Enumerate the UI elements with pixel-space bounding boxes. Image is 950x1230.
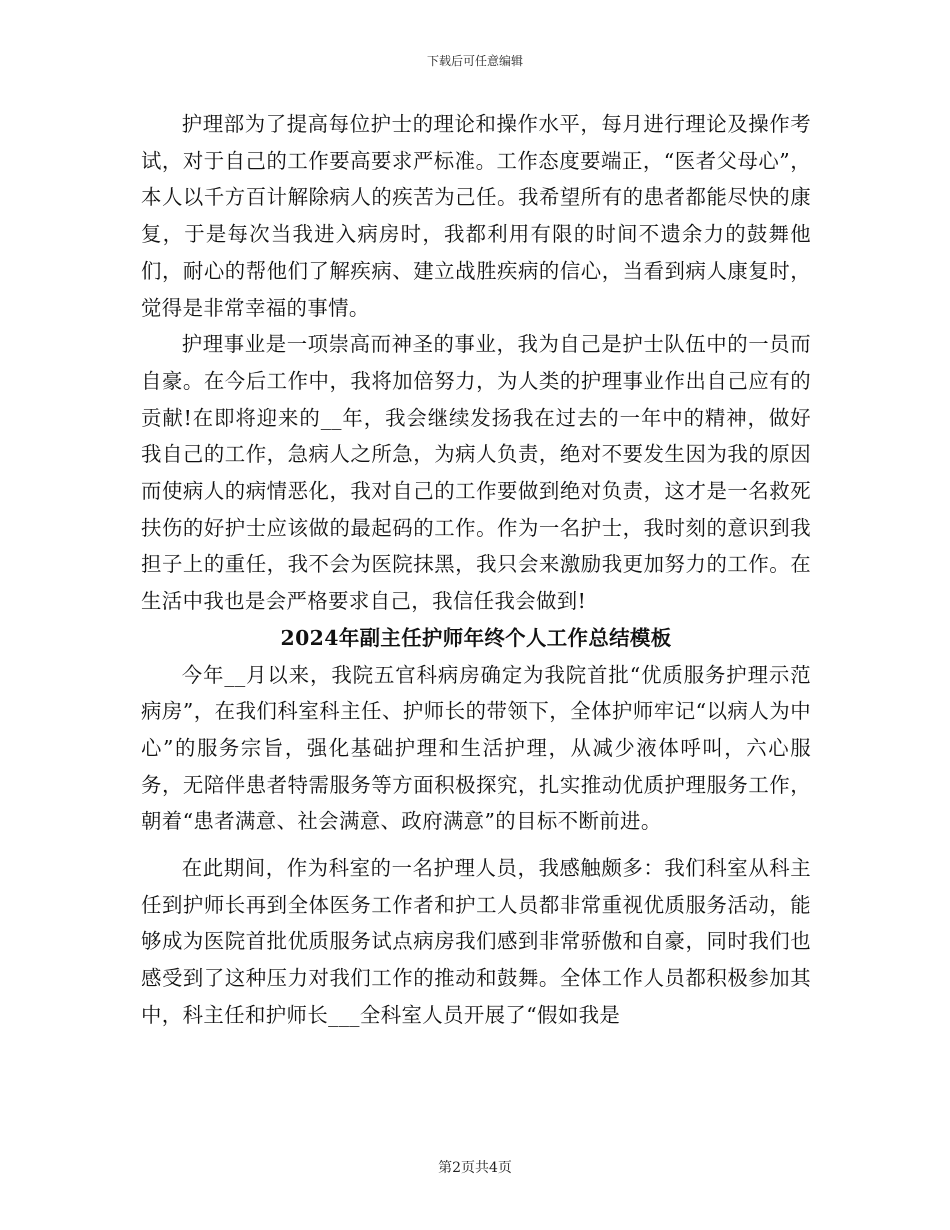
page-footer: 第2页共4页 bbox=[438, 1160, 512, 1176]
paragraph-2: 护理事业是一项崇高而神圣的事业，我为自己是护士队伍中的一员而自豪。在今后工作中，我将加倍努力，为人类的护理事业作出自己应有的贡献!在即将迎来的__年，我会继续发扬我在过去的一年中的精神，做好我自己的工作，急病人之所急，为病人负责，绝对不要发生因为我的原因而使病人的病情恶化，我对自己的工作要做到绝对负责，这才是一名救死扶伤的好护士应该做的最起码的工作。作为一名护士，我时刻的意识到我担子上的重任，我不会为医院抹黑，我只会来激励我更加努力的工作。在生活中我也是会严格要求自己，我信任我会做到! bbox=[141, 332, 811, 614]
paragraph-3: 今年__月以来，我院五官科病房确定为我院首批“优质服务护理示范病房”，在我们科室科主任、护师长的带领下，全体护师牢记“以病人为中心”的服务宗旨，强化基础护理和生活护理，从减少液体呼叫，六心服务，无陪伴患者特需服务等方面积极探究，扎实推动优质护理服务工作，朝着“患者满意、社会满意、政府满意”的目标不断前进。 bbox=[141, 662, 811, 834]
paragraph-1: 护理部为了提高每位护士的理论和操作水平，每月进行理论及操作考试，对于自己的工作要高要求严标准。工作态度要端正，“医者父母心”，本人以千方百计解除病人的疾苦为己任。我希望所有的患者都能尽快的康复，于是每次当我进入病房时，我都利用有限的时间不遗余力的鼓舞他们，耐心的帮他们了解疾病、建立战胜疾病的信心，当看到病人康复时，觉得是非常幸福的事情。 bbox=[141, 112, 811, 320]
section-heading: 2024年副主任护师年终个人工作总结模板 bbox=[280, 625, 672, 650]
paragraph-4: 在此期间，作为科室的一名护理人员，我感触颇多：我们科室从科主任到护师长再到全体医务工作者和护工人员都非常重视优质服务活动，能够成为医院首批优质服务试点病房我们感到非常骄傲和自豪，同时我们也感受到了这种压力对我们工作的推动和鼓舞。全体工作人员都积极参加其中，科主任和护师长___全科室人员开展了“假如我是 bbox=[141, 856, 811, 1027]
document-body bbox=[141, 106, 811, 1034]
page-header: 下载后可任意编辑 bbox=[426, 54, 523, 68]
